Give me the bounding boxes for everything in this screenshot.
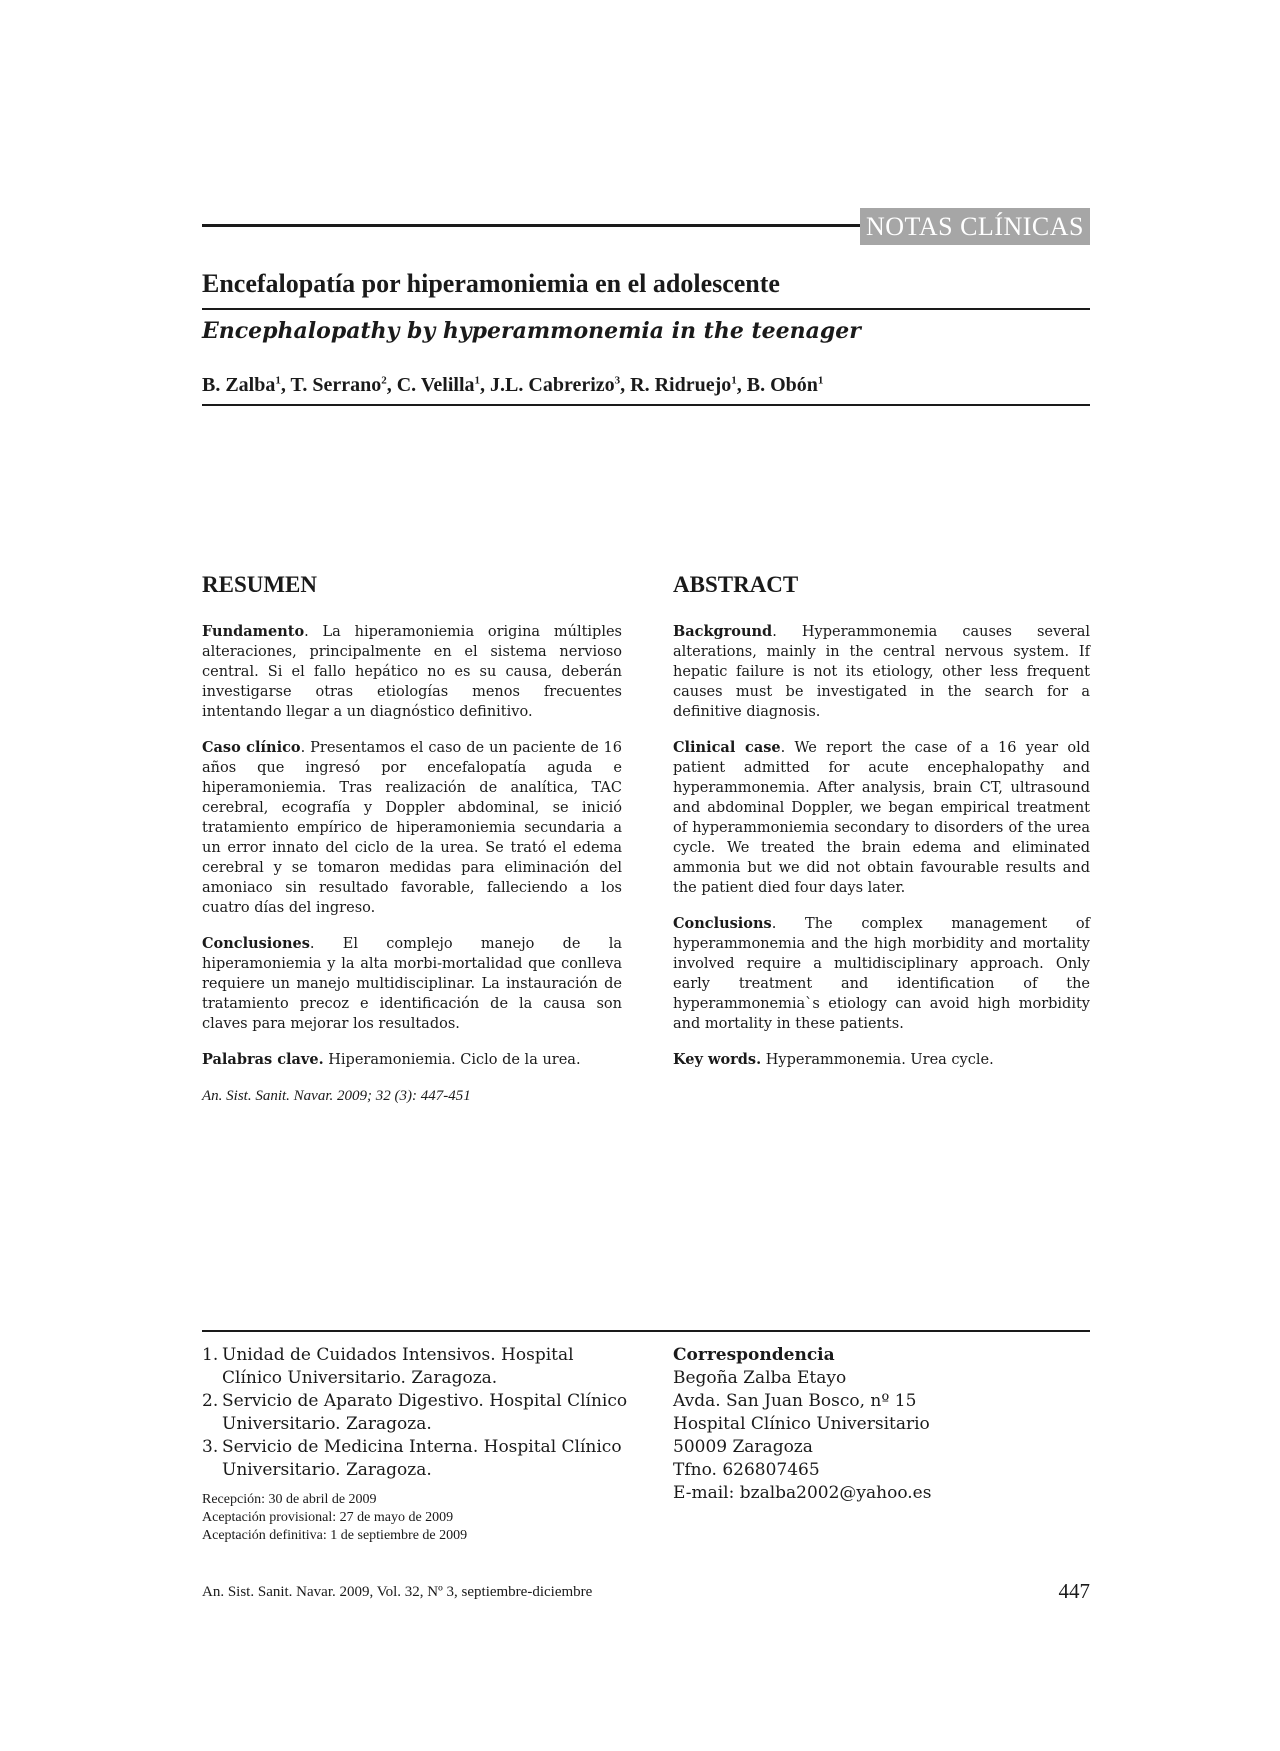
abstract-section xyxy=(673,570,1090,1086)
abstract-keywords: Key words. Hyperammonemia. Urea cycle. xyxy=(673,1051,994,1068)
section-label: NOTAS CLÍNICAS xyxy=(860,208,1090,245)
correspondence-name: Begoña Zalba Etayo xyxy=(673,1368,847,1388)
author-list xyxy=(202,372,823,398)
author: B. Zalba$^1$, xyxy=(202,374,291,396)
page-number: 447 xyxy=(1058,1579,1090,1603)
section-header-rule xyxy=(202,224,862,227)
author: J.L. Cabrerizo$^3$, xyxy=(490,374,631,396)
resumen-paragraph: Caso clínico. Presentamos el caso de un paciente de 16 años que ingresó por encefalopatía aguda e hiperamoniemia. Tras realización de analítica, TAC cerebral, ecografía y Doppler abdominal, se inició tratamiento empírico de hiperamoniemia secundaria a un error innato del ciclo de la urea. Se trató el edema cerebral y se tomaron medidas para eliminación del amoniaco sin resultado favorable, falleciendo a los cuatro días del ingreso. xyxy=(202,739,622,916)
author: R. Ridruejo$^1$, xyxy=(630,374,747,396)
correspondence-email[interactable]: E-mail: bzalba2002@yahoo.es xyxy=(673,1483,932,1503)
correspondence-city: 50009 Zaragoza xyxy=(673,1437,813,1457)
resumen-paragraph: Fundamento. La hiperamoniemia origina múltiples alteraciones, principalmente en el sistema nervioso central. Si el fallo hepático no es su causa, deberán investigarse otras etiologías menos frecuentes intentando llegar a un diagnóstico definitivo. xyxy=(202,623,622,720)
footnote-divider xyxy=(202,1330,1090,1332)
article-title-spanish: Encefalopatía por hiperamoniemia en el adolescente xyxy=(202,269,780,298)
submission-dates xyxy=(202,1491,467,1545)
definitive-acceptance-date: Aceptación definitiva: 1 de septiembre de 2009 xyxy=(202,1528,468,1543)
abstract-heading: ABSTRACT xyxy=(673,572,799,597)
correspondence-institution: Hospital Clínico Universitario xyxy=(673,1414,930,1434)
affiliation-item: 3. Servicio de Medicina Interna. Hospital Clínico Universitario. Zaragoza. xyxy=(202,1437,622,1480)
affiliation-list xyxy=(202,1344,632,1482)
correspondence-phone: Tfno. 626807465 xyxy=(673,1460,820,1480)
abstract-paragraph: Clinical case. We report the case of a 16 year old patient admitted for acute encephalopathy and hyperammonemia. After analysis, brain CT, ultrasound and abdominal Doppler, we began empirical treatment of hyperammoniemia secondary to disorders of the urea cycle. We treated the brain edema and eliminated ammonia but we did not obtain favourable results and the patient died four days later. xyxy=(673,739,1090,896)
resumen-section xyxy=(202,570,622,1086)
resumen-keywords: Palabras clave. Hiperamoniemia. Ciclo de la urea. xyxy=(202,1051,581,1068)
abstract-paragraph: Conclusions. The complex management of hyperammonemia and the high morbidity and mortality involved require a multidisciplinary approach. Only early treatment and identification of the hyperammonemia`s etiology can avoid high morbidity and mortality in these patients. xyxy=(673,915,1090,1032)
provisional-acceptance-date: Aceptación provisional: 27 de mayo de 2009 xyxy=(202,1510,454,1525)
affiliation-item: 2. Servicio de Aparato Digestivo. Hospital Clínico Universitario. Zaragoza. xyxy=(202,1391,628,1434)
authors-divider xyxy=(202,404,1090,406)
title-divider xyxy=(202,308,1090,310)
author: C. Velilla$^1$, xyxy=(396,374,491,396)
resumen-heading: RESUMEN xyxy=(202,572,318,597)
resumen-paragraph: Conclusiones. El complejo manejo de la hiperamoniemia y la alta morbi-mortalidad que conlleva requiere un manejo multidisciplinar. La instauración de tratamiento precoz e identificación de la causa son claves para mejorar los resultados. xyxy=(202,935,622,1032)
author: T. Serrano$^2$, xyxy=(290,374,397,396)
affiliation-item: 1. Unidad de Cuidados Intensivos. Hospital Clínico Universitario. Zaragoza. xyxy=(202,1345,574,1388)
footer-journal-reference: An. Sist. Sanit. Navar. 2009, Vol. 32, Nº 3, septiembre-diciembre xyxy=(202,1584,593,1600)
article-title-english: Encephalopathy by hyperammonemia in the teenager xyxy=(202,318,861,344)
abstract-paragraph: Background. Hyperammonemia causes several alterations, mainly in the central nervous system. If hepatic failure is not its etiology, other less frequent causes must be investigated in the search for a definitive diagnosis. xyxy=(673,623,1090,720)
reception-date: Recepción: 30 de abril de 2009 xyxy=(202,1492,377,1507)
correspondence-heading: Correspondencia xyxy=(673,1345,835,1365)
journal-citation: An. Sist. Sanit. Navar. 2009; 32 (3): 447-451 xyxy=(202,1088,471,1104)
correspondence-block xyxy=(673,1344,931,1505)
correspondence-address: Avda. San Juan Bosco, nº 15 xyxy=(673,1391,917,1411)
author: B. Obón$^1$ xyxy=(746,374,824,396)
